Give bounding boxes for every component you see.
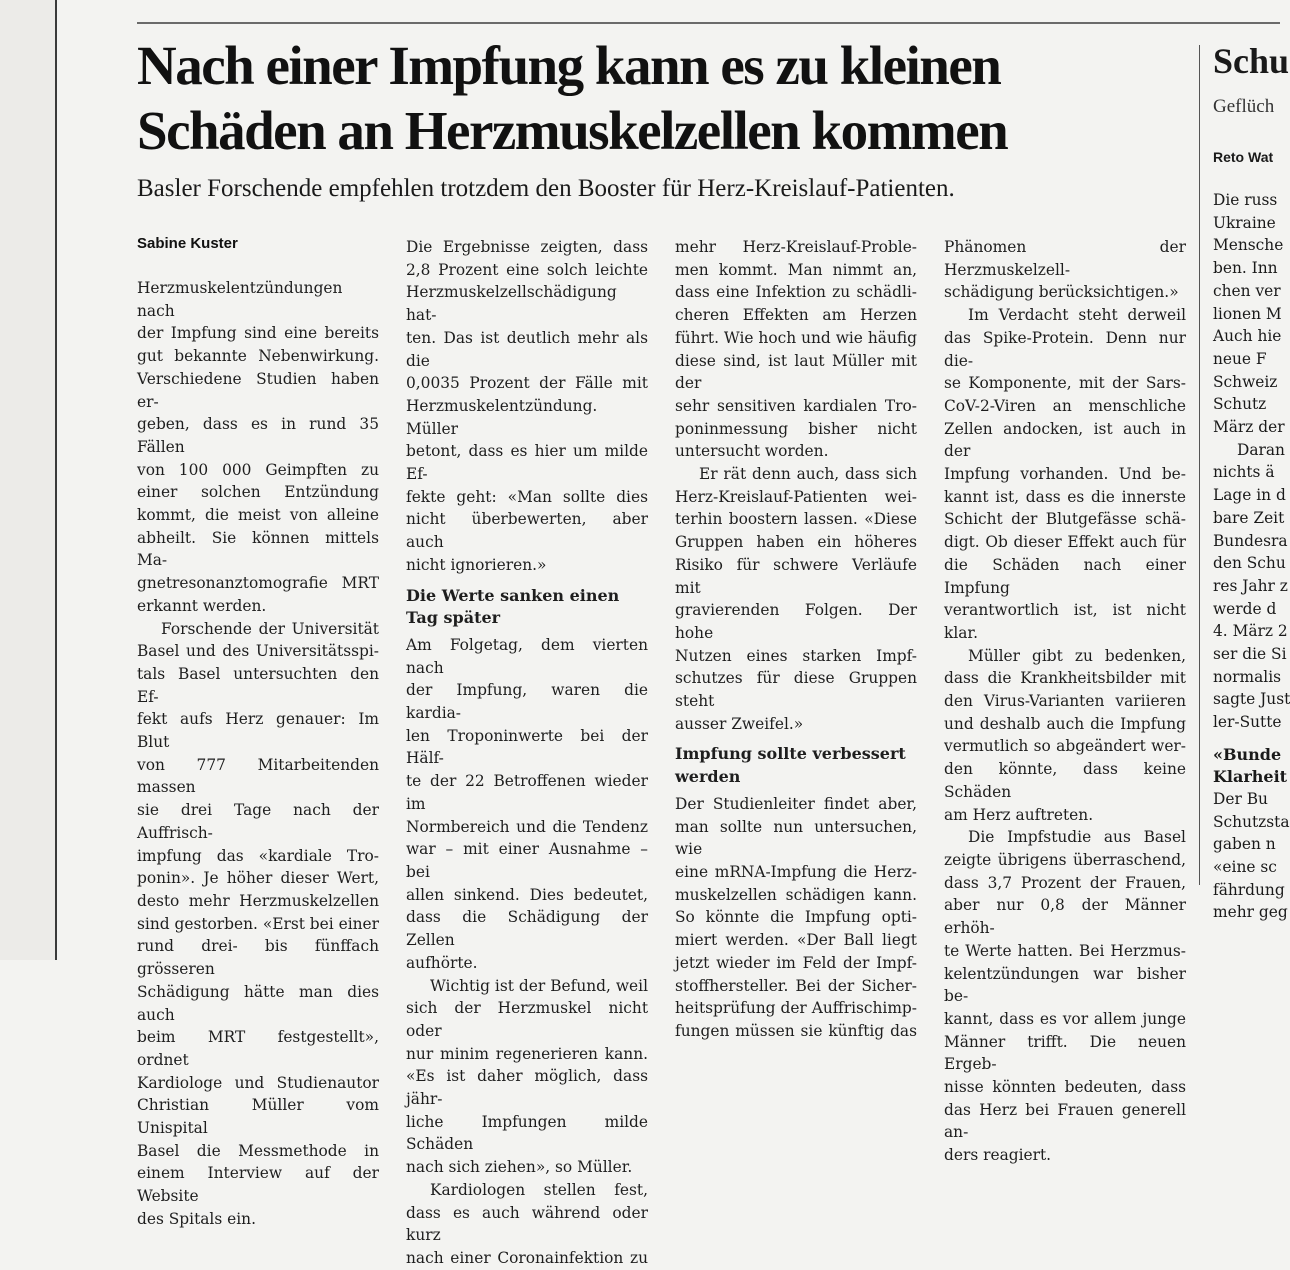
text-line: Impfung vorhanden. Und be- [944,465,1186,484]
sidebar-subheading: «Bunde [1213,744,1282,764]
text-line: ten. Das ist deutlich mehr als die [406,328,648,370]
text-line: 2,8 Prozent eine solch leichte [406,260,648,279]
text-line: dass 3,7 Prozent der Frauen, [944,873,1186,892]
text-line: aufhörte. [406,953,478,972]
text-line: ders reagiert. [944,1146,1052,1165]
article-column-1 [137,277,379,1228]
text-line: Kardiologe und Studienautor [137,1073,379,1092]
text-line: «Es ist daher möglich, dass jähr- [406,1067,648,1109]
text-line: nur minim regenerieren kann. [406,1044,648,1063]
text-line: betont, dass es hier um milde Ef- [406,442,648,484]
text-line: dass die Schädigung der Zellen [406,908,648,950]
text-line: Schicht der Blutgefässe schä- [944,510,1186,529]
sidebar-text-line: «eine sc [1213,857,1277,876]
sidebar-text-line: chen ver [1213,281,1281,300]
text-line: cheren Effekten am Herzen [675,306,917,325]
text-line: nisse könnten bedeuten, dass [944,1078,1186,1097]
text-line: Basel die Messmethode in [137,1141,379,1160]
text-line: dass es auch während oder kurz [406,1203,648,1245]
text-line: einem Interview auf der Website [137,1164,379,1206]
text-line: Herzmuskelentzündungen nach [137,279,343,320]
text-line: die Schäden nach einer Impfung [944,555,1186,597]
text-line: verantwortlich ist, ist nicht klar. [944,601,1186,642]
sidebar-text-line: Der Bu [1213,789,1268,808]
sidebar-text-line: mehr geg [1213,903,1288,922]
text-line: führt. Wie hoch und wie häufig [675,328,917,347]
sidebar-text-line: März der [1213,418,1285,437]
text-line: von 100 000 Geimpften zu [137,460,379,479]
text-line: Müller gibt zu bedenken, [968,646,1186,665]
text-line: untersucht worden. [675,442,829,461]
text-line: Der Studienleiter findet aber, [675,794,917,813]
text-line: jetzt wieder im Feld der Impf- [675,953,917,972]
headline-line-2: Schäden an Herzmuskelzellen kommen [137,100,1008,161]
text-line: 0,0035 Prozent der Fälle mit [406,374,648,393]
text-line: kommt, die meist von alleine [137,506,379,525]
text-line: ausser Zweifel.» [675,714,804,733]
text-line: das Spike-Protein. Denn nur die- [944,328,1186,370]
text-line: sehr sensitiven kardialen Tro- [675,396,917,415]
article-column-3 [675,236,917,1040]
text-line: allen sinkend. Dies bedeutet, [406,885,648,904]
text-line: Die Impfstudie aus Basel [968,828,1186,847]
text-line: rund drei- bis fünffach grösseren [137,937,379,979]
text-line: Verschiedene Studien haben er- [137,369,379,411]
text-line: einer solchen Entzündung [137,483,379,502]
headline-line-1: Nach einer Impfung kann es zu kleinen [137,35,1001,96]
sidebar-headline: Schu [1213,41,1290,81]
text-line: Basel und des Universitätsspi- [137,642,379,661]
author-byline: Sabine Kuster [137,235,238,252]
text-line: kannt, dass es vor allem junge [944,1009,1186,1028]
text-line: sind gestorben. «Erst bei einer [137,914,379,933]
subheadline: Basler Forschende empfehlen trotzdem den Booster für Herz-Kreislauf-Patienten. [137,175,955,202]
sidebar-text-line: Lage in d [1213,486,1286,505]
article-column-4 [944,236,1186,1165]
sidebar-text-line: Mensche [1213,236,1284,255]
text-line: zeigte übrigens überraschend, [944,850,1186,869]
text-line: Schädigung hätte man dies auch [137,982,379,1024]
text-line: Christian Müller vom Unispital [137,1096,379,1138]
text-line: eine mRNA-Impfung die Herz- [675,862,917,881]
text-line: Im Verdacht steht derweil [968,306,1186,325]
text-line: abheilt. Sie können mittels Ma- [137,528,379,570]
text-line: von 777 Mitarbeitenden massen [137,755,379,797]
text-line: Männer trifft. Die neuen Ergeb- [944,1032,1186,1074]
text-line: das Herz bei Frauen generell an- [944,1100,1186,1142]
text-line: nicht ignorieren.» [406,555,547,574]
text-line: Wichtig ist der Befund, weil [430,976,648,995]
sidebar-text-line: werde d [1213,599,1277,618]
text-line: desto mehr Herzmuskelzellen [137,891,379,910]
sidebar-text-line: Die russ [1213,191,1278,209]
text-line: dass die Krankheitsbilder mit [944,669,1186,688]
sidebar-author: Reto Wat [1213,149,1274,165]
sidebar-text-line: lionen M [1213,304,1282,323]
text-line: sich der Herzmuskel nicht oder [406,999,648,1040]
top-rule [137,22,1280,24]
text-line: len Troponinwerte bei der Hälf- [406,726,648,768]
sidebar-text-line: res Jahr z [1213,576,1288,595]
text-line: beim MRT festgestellt», ordnet [137,1028,379,1069]
text-line: Nutzen eines starken Impf- [675,646,917,665]
text-line: digt. Ob dieser Effekt auch für [944,533,1186,552]
text-line: den Virus-Varianten variieren [944,692,1186,711]
sidebar-text-line: ben. Inn [1213,259,1278,278]
text-line: Am Folgetag, dem vierten nach [406,635,648,677]
text-line: war – mit einer Ausnahme – bei [406,840,648,881]
text-line: sie drei Tage nach der Auffrisch- [137,801,379,842]
sidebar-text-line: ser die Si [1213,645,1287,664]
sidebar-text-line: Schutzsta [1213,812,1290,831]
sidebar-text-line: Schweiz [1213,372,1278,391]
sidebar-body [1213,189,1290,924]
text-line: ponin». Je höher dieser Wert, [137,869,379,888]
text-line: gut bekannte Nebenwirkung. [137,347,379,366]
section-subheading: Die Werte sanken einen Tag später [406,585,620,628]
text-line: heitsprüfung der Auffrischimp- [675,999,917,1018]
text-line: stoffhersteller. Bei der Sicher- [675,976,917,995]
text-line: terhin boostern lassen. «Diese [675,510,917,529]
text-line: Herzmuskelentzündung. Müller [406,396,598,438]
text-line: dass eine Infektion zu schädli- [675,283,917,302]
sidebar-text-line: fährdung [1213,880,1285,899]
sidebar-text-line: Daran [1237,440,1285,459]
text-line: te Werte hatten. Bei Herzmus- [944,941,1186,960]
text-line: kelentzündungen war bisher be- [944,964,1186,1006]
sidebar-text-line: den Schu [1213,554,1286,573]
text-line: Gruppen haben ein höheres [675,533,917,552]
column-divider [1199,45,1200,885]
text-line: Kardiologen stellen fest, [430,1180,648,1199]
sidebar-subheadline: Geflüch [1213,96,1275,117]
text-line: Zellen andocken, ist auch in der [944,419,1186,461]
sidebar-text-line: nichts ä [1213,463,1275,482]
text-line: Forschende der Universität [161,619,379,638]
text-line: kannt ist, dass es die innerste [944,487,1186,506]
text-line: Normbereich und die Tendenz [406,817,648,836]
text-line: poninmessung bisher nicht [675,419,917,438]
sidebar-text-line: bare Zeit [1213,508,1285,527]
text-line: den könnte, dass keine Schäden [944,760,1186,801]
text-line: impfung das «kardiale Tro- [137,846,379,865]
text-line: Herzmuskelzellschädigung hat- [406,283,617,325]
text-line: schädigung berücksichtigen.» [944,283,1179,302]
headline [137,33,1177,163]
sidebar-text-line: gaben n [1213,835,1276,854]
text-line: und deshalb auch die Impfung [944,714,1186,733]
text-line: diese sind, ist laut Müller mit der [675,351,917,393]
sidebar-text-line: ler-Sutte [1213,713,1282,732]
text-line: des Spitals ein. [137,1209,256,1228]
sidebar-text-line: Ukraine [1213,213,1276,232]
text-line: So könnte die Impfung opti- [675,908,917,927]
text-line: mehr Herz-Kreislauf-Proble- [675,238,917,256]
text-line: der Impfung, waren die kardia- [406,681,648,723]
sidebar-text-line: Bundesra [1213,531,1288,550]
text-line: CoV-2-Viren an menschliche [944,396,1186,415]
sidebar-text-line: sagte Just [1213,690,1290,709]
text-line: geben, dass es in rund 35 Fällen [137,415,379,456]
text-line: te der 22 Betroffenen wieder im [406,772,648,813]
text-line: miert werden. «Der Ball liegt [675,931,917,950]
sidebar-text-line: neue F [1213,349,1267,368]
sidebar-subheading: Klarheit [1213,766,1288,786]
page-gutter [0,0,57,960]
sidebar-text-line: Schutz [1213,395,1267,414]
sidebar-text-line: Auch hie [1213,327,1282,346]
text-line: nach einer Coronainfektion zu [406,1248,648,1267]
text-line: der Impfung sind eine bereits [137,324,379,343]
text-line: Er rät denn auch, dass sich [699,465,917,484]
text-line: Phänomen der Herzmuskelzell- [944,238,1186,279]
sidebar-text-line: normalis [1213,667,1282,686]
text-line: tals Basel untersuchten den Ef- [137,664,379,706]
sidebar-text-line: 4. März 2 [1213,622,1288,641]
text-line: Die Ergebnisse zeigten, dass [406,238,648,256]
text-line: gnetresonanztomografie MRT [137,574,379,593]
text-line: fekte geht: «Man sollte dies [406,487,648,506]
section-subheading: Impfung sollte verbessert werden [675,744,906,787]
text-line: Risiko für schwere Verläufe mit [675,555,917,597]
text-line: schutzes für diese Gruppen steht [675,669,917,711]
text-line: am Herz auftreten. [944,805,1094,824]
text-line: Herz-Kreislauf-Patienten wei- [675,487,917,506]
text-line: muskelzellen schädigen kann. [675,885,917,904]
text-line: vermutlich so abgeändert wer- [944,737,1186,756]
text-line: erkannt werden. [137,596,267,615]
text-line: gravierenden Folgen. Der hohe [675,601,917,642]
text-line: men kommt. Man nimmt an, [675,260,917,279]
text-line: se Komponente, mit der Sars- [944,374,1186,393]
sidebar-article [1213,0,1290,960]
text-line: nicht überbewerten, aber auch [406,510,648,552]
article-column-2 [406,236,648,1267]
text-line: man sollte nun untersuchen, wie [675,817,917,859]
text-line: fungen müssen sie künftig das [675,1021,917,1040]
text-line: fekt aufs Herz genauer: Im Blut [137,710,379,752]
text-line: aber nur 0,8 der Männer erhöh- [944,896,1186,938]
text-line: liche Impfungen milde Schäden [406,1112,648,1154]
text-line: nach sich ziehen», so Müller. [406,1158,633,1177]
